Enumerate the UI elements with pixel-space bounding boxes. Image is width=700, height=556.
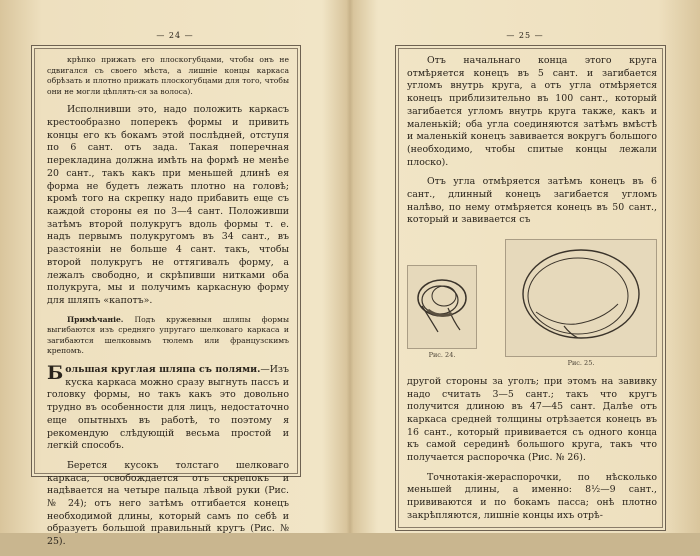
right-text-block [407, 55, 657, 530]
figure-24 [407, 239, 477, 370]
drop-cap: Б [47, 362, 64, 384]
paragraph-angle: Отъ угла отмѣряется затѣмъ конецъ въ 6 сант., длинный конецъ загибается угломъ налѣво, по нему отмѣряется конецъ въ 50 сант., который и завивается съ [407, 176, 657, 226]
page-number: — 25 — [506, 31, 544, 40]
paragraph-frame-placement: Исполнивши это, надо положить каркасъ крестообразно поперекъ формы и привить концы его къ бокамъ этой послѣдней, отступя по 6 сант. отъ зада. Такая поперечная перекладина должна имѣть на формѣ не менѣе 20 сант., такъ какъ при меньшей длинѣ ея форма не будетъ лежать плотно на головѣ; кромѣ того на скрепку надо прибавить еще съ каждой стороны ея по 3—4 сант. Положивши затѣмъ второй полукругъ вдоль формы т. е. надъ первымъ полукругомъ въ 34 сант., въ разстояніи не больше 4 сант. такъ, чтобы второй полукругъ не оттягивалъ форму, а лежалъ свободно, и скрѣпивши нитками оба полукруга, мы и получимъ каркасную форму для шляпъ «капотъ». [47, 104, 289, 306]
figure-25-caption: Рис. 25. [567, 359, 595, 368]
figure-24-image [407, 265, 477, 349]
note-label: Примѣчаніе. [67, 314, 124, 324]
note [47, 315, 289, 357]
paragraph-spacers: Точнотакія-жераспорочки, по нѣсколько меньшей длины, а именно: 8½—9 сант., прививаются и по бокамъ пасса; онѣ плотно закрѣпляются, лишніе концы ихъ отрѣ- [407, 471, 657, 521]
left-text-block [47, 55, 289, 556]
figures-row [407, 239, 657, 370]
figure-25 [505, 239, 657, 370]
paragraph-circle: Отъ начальнаго конца этого круга отмѣряется конецъ въ 5 сант. и загибается угломъ внутрь круга, а отъ угла отмѣряется конецъ приблизительно въ 100 сант., который загибается угломъ внутрь круга также, какъ и маленькій; оба угла соединяются затѣмъ вмѣстѣ и маленькій конецъ завивается вокругъ большого (необходимо, чтобы спитые концы лежали плоско). [407, 55, 657, 168]
paragraph-wire: Берется кусокъ толстаго шелковаго каркаса, освобождается отъ скрепокъ и надѣвается на четыре пальца лѣвой руки (Рис. № 24); отъ него затѣмъ отгибается конецъ необходимой длины, который самъ по себѣ и образуетъ большой правильный кругъ (Рис. № 25). [47, 459, 289, 548]
paragraph-top-small: крѣпко прижать его плоскогубцами, чтобы онъ не сдвигался съ своего мѣста, а лишніе концы каркаса обрѣзать и плотно прижать плоскогубцами для того, чтобы они не могли цѣплять-ся за волоса). [47, 55, 289, 96]
paragraph-continuation: другой стороны за уголъ; при этомъ на завивку надо считать 3—5 сант.; такъ что кругъ получится длиною въ 47—45 сант. Далѣе отъ каркаса средней толщины отрѣзается конецъ въ 16 сант., который прививается съ одного конца къ самой серединѣ большого круга, такъ что получается распорочка (Рис. № 26). [407, 375, 657, 464]
left-page [0, 0, 350, 548]
note-text: Подъ кружевныя шляпы формы выгибаются изъ средняго упругаго шелковаго каркаса и загибаются шелковымъ тюлемъ или французскимъ крепомъ. [47, 314, 289, 356]
section-paragraph [47, 364, 289, 453]
figure-24-caption: Рис. 24. [428, 351, 456, 360]
page-number: — 24 — [156, 31, 194, 40]
section-title: ольшая круглая шляпа съ полями. [65, 364, 261, 375]
paragraph-method: —Изъ куска каркаса можно сразу выгнуть пассъ и головку формы, но такъ какъ это довольно трудно въ особенности для лицъ, недостаточно еще опытныхъ въ работѣ, то поэтому я рекомендую слѣдующій весьма простой и легкій способъ. [47, 364, 289, 452]
figure-25-image [505, 239, 657, 357]
right-page [350, 0, 700, 533]
